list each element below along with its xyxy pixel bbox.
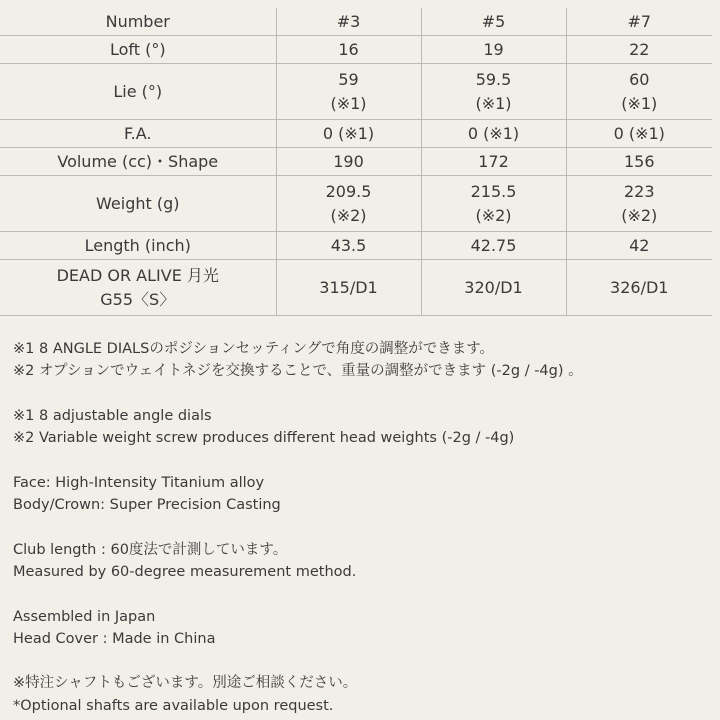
header-row xyxy=(0,8,712,36)
cell-value: 42 xyxy=(566,232,712,260)
notes-section xyxy=(13,338,583,717)
cell-value: 42.75 xyxy=(421,232,566,260)
row-label: Lie (°) xyxy=(0,64,276,120)
cell-value: 0 (※1) xyxy=(566,120,712,148)
cell-value: 0 (※1) xyxy=(276,120,421,148)
row-lie xyxy=(0,64,712,120)
header-club-7: #7 xyxy=(566,8,712,36)
row-label: Volume (cc)・Shape xyxy=(0,148,276,176)
optional-shafts-jp: ※特注シャフトもございます。別途ご相談ください。 xyxy=(13,675,358,692)
header-club-5: #5 xyxy=(421,8,566,36)
row-label: Weight (g) xyxy=(0,176,276,232)
cell-value: 0 (※1) xyxy=(421,120,566,148)
row-loft xyxy=(0,36,712,64)
cell-value: 43.5 xyxy=(276,232,421,260)
note-jp-2: ※2 オプションでウェイトネジを交換することで、重量の調整ができます (-2g / -4g) 。 xyxy=(13,363,583,380)
head-cover-origin: Head Cover : Made in China xyxy=(13,630,216,647)
assembled-in: Assembled in Japan xyxy=(13,608,156,625)
cell-value: 320/D1 xyxy=(421,260,566,316)
cell-value: 209.5 (※2) xyxy=(276,176,421,232)
cell-value: 326/D1 xyxy=(566,260,712,316)
cell-value: 156 xyxy=(566,148,712,176)
row-label: Loft (°) xyxy=(0,36,276,64)
club-length-en: Measured by 60-degree measurement method. xyxy=(13,563,357,580)
club-length-jp: Club length : 60度法で計測しています。 xyxy=(13,541,288,558)
row-weight xyxy=(0,176,712,232)
row-label: DEAD OR ALIVE 月光 G55〈S〉 xyxy=(0,260,276,316)
cell-value: 59 (※1) xyxy=(276,64,421,120)
note-jp-1: ※1 8 ANGLE DIALSのポジションセッティングで角度の調整ができます。 xyxy=(13,341,495,357)
row-volume xyxy=(0,148,712,176)
cell-value: 190 xyxy=(276,148,421,176)
material-face: Face: High-Intensity Titanium alloy xyxy=(13,474,265,491)
cell-value: 60 (※1) xyxy=(566,64,712,120)
row-label: F.A. xyxy=(0,120,276,148)
header-club-3: #3 xyxy=(276,8,421,36)
row-fa xyxy=(0,120,712,148)
cell-value: 315/D1 xyxy=(276,260,421,316)
cell-value: 172 xyxy=(421,148,566,176)
row-length xyxy=(0,232,712,260)
cell-value: 16 xyxy=(276,36,421,64)
cell-value: 223 (※2) xyxy=(566,176,712,232)
note-en-1: ※1 8 adjustable angle dials xyxy=(13,407,212,424)
spec-table xyxy=(0,8,712,316)
note-en-2: ※2 Variable weight screw produces different head weights (-2g / -4g) xyxy=(13,430,515,447)
cell-value: 22 xyxy=(566,36,712,64)
cell-value: 19 xyxy=(421,36,566,64)
row-label: Length (inch) xyxy=(0,232,276,260)
optional-shafts-en: *Optional shafts are available upon request. xyxy=(13,697,334,714)
cell-value: 59.5 (※1) xyxy=(421,64,566,120)
material-body: Body/Crown: Super Precision Casting xyxy=(13,497,281,514)
row-shaft xyxy=(0,260,712,316)
header-number: Number xyxy=(0,8,276,36)
cell-value: 215.5 (※2) xyxy=(421,176,566,232)
